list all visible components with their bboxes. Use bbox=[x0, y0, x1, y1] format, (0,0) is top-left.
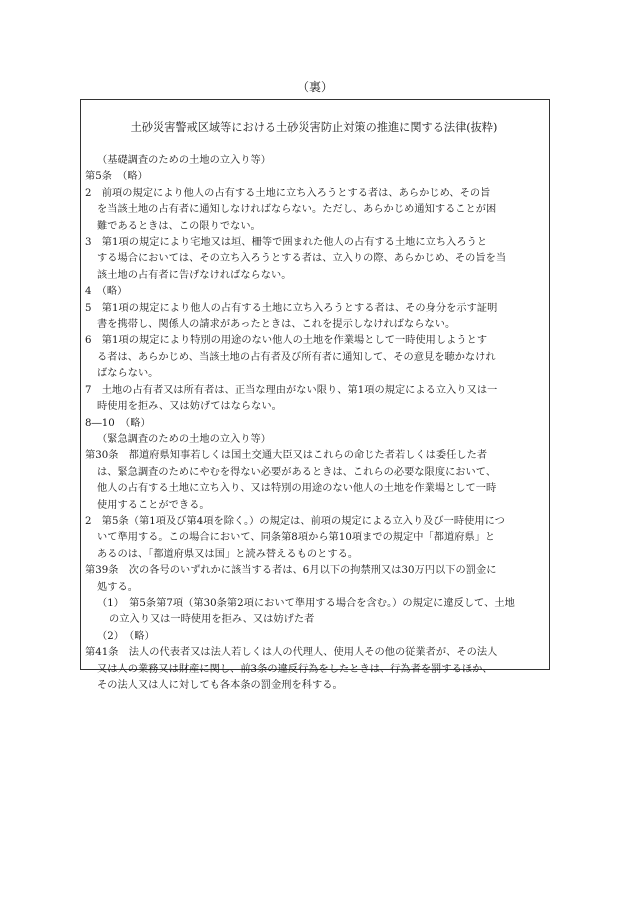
text-line: 処する。 bbox=[97, 581, 138, 593]
text-line: その法人又は人に対しても各本条の罰金刑を科する。 bbox=[97, 680, 343, 691]
text-line: 2 前項の規定により他人の占有する土地に立ち入ろうとする者は、あらかじめ、その旨 bbox=[85, 187, 491, 199]
text-line: 第30条 都道府県知事若しくは国土交通大臣又はこれらの命じた者若しくは委任した者 bbox=[85, 450, 488, 462]
law-title: 土砂災害警戒区域等における土砂災害防止対策の推進に関する法律(抜粋) bbox=[130, 121, 498, 134]
text-line: 5 第1項の規定により他人の占有する土地に立ち入ろうとする者は、その身分を示す証明 bbox=[85, 302, 498, 314]
text-line: 使用することができる。 bbox=[97, 499, 210, 511]
law-body bbox=[85, 153, 543, 694]
text-line: ばならない。 bbox=[97, 368, 159, 380]
text-line: あるのは、「都道府県又は国」と読み替えるものとする。 bbox=[97, 548, 359, 560]
text-line: 難であるときは、この限りでない。 bbox=[97, 220, 261, 232]
text-line: 2 第5条（第1項及び第4項を除く。）の規定は、前項の規定による立入り及び一時使用につ bbox=[85, 515, 505, 527]
text-line: （1） 第5条第7項（第30条第2項において準用する場合を含む。）の規定に違反して、土地 bbox=[97, 597, 515, 609]
text-line: 他人の占有する土地に立ち入り、又は特別の用途のない他人の土地を作業場として一時 bbox=[97, 483, 497, 495]
text-line: 6 第1項の規定により特別の用途のない他人の土地を作業場として一時使用しようとす bbox=[85, 335, 488, 347]
text-line: （2） （略） bbox=[97, 630, 155, 642]
text-line: 又は人の業務又は財産に関し、前3条の違反行為をしたときは、行為者を罰するほか、 bbox=[97, 663, 493, 675]
law-excerpt-box bbox=[80, 99, 550, 691]
page-side-label: （裏） bbox=[296, 80, 333, 94]
text-line: （基礎調査のための土地の立入り等） bbox=[97, 155, 272, 166]
text-line: 第41条 法人の代表者又は法人若しくは人の代理人、使用人その他の従業者が、その法人 bbox=[85, 647, 498, 659]
text-line: （緊急調査のための土地の立入り等） bbox=[97, 433, 272, 445]
text-line: は、緊急調査のためにやむを得ない必要があるときは、これらの必要な限度において、 bbox=[97, 466, 497, 478]
text-line: 4 （略） bbox=[85, 286, 128, 298]
text-line: る者は、あらかじめ、当該土地の占有者及び所有者に通知して、その意見を聴かなけれ bbox=[97, 351, 496, 363]
text-line: する場合においては、その立ち入ろうとする者は、立入りの際、あらかじめ、その旨を当 bbox=[97, 253, 507, 265]
text-line: 時使用を拒み、又は妨げてはならない。 bbox=[97, 401, 282, 413]
text-line: 第5条 （略） bbox=[85, 171, 148, 183]
text-line: 3 第1項の規定により宅地又は垣、柵等で囲まれた他人の占有する土地に立ち入ろうと bbox=[85, 237, 488, 249]
text-line: 書を携帯し、関係人の請求があったときは、これを提示しなければならない。 bbox=[97, 319, 456, 331]
text-line: 該土地の占有者に告げなければならない。 bbox=[97, 269, 292, 281]
text-line: の立入り又は一時使用を拒み、又は妨げた者 bbox=[109, 614, 315, 626]
text-line: 7 土地の占有者又は所有者は、正当な理由がない限り、第1項の規定による立入り又は一 bbox=[85, 384, 498, 396]
text-line: を当該土地の占有者に通知しなければならない。ただし、あらかじめ通知することが困 bbox=[97, 204, 497, 216]
text-line: 第39条 次の各号のいずれかに該当する者は、6月以下の拘禁刑又は30万円以下の罰金に bbox=[85, 565, 497, 577]
text-line: いて準用する。この場合において、同条第8項から第10項までの規定中「都道府県」と bbox=[97, 532, 496, 544]
text-line: 8―10 （略） bbox=[85, 417, 151, 429]
